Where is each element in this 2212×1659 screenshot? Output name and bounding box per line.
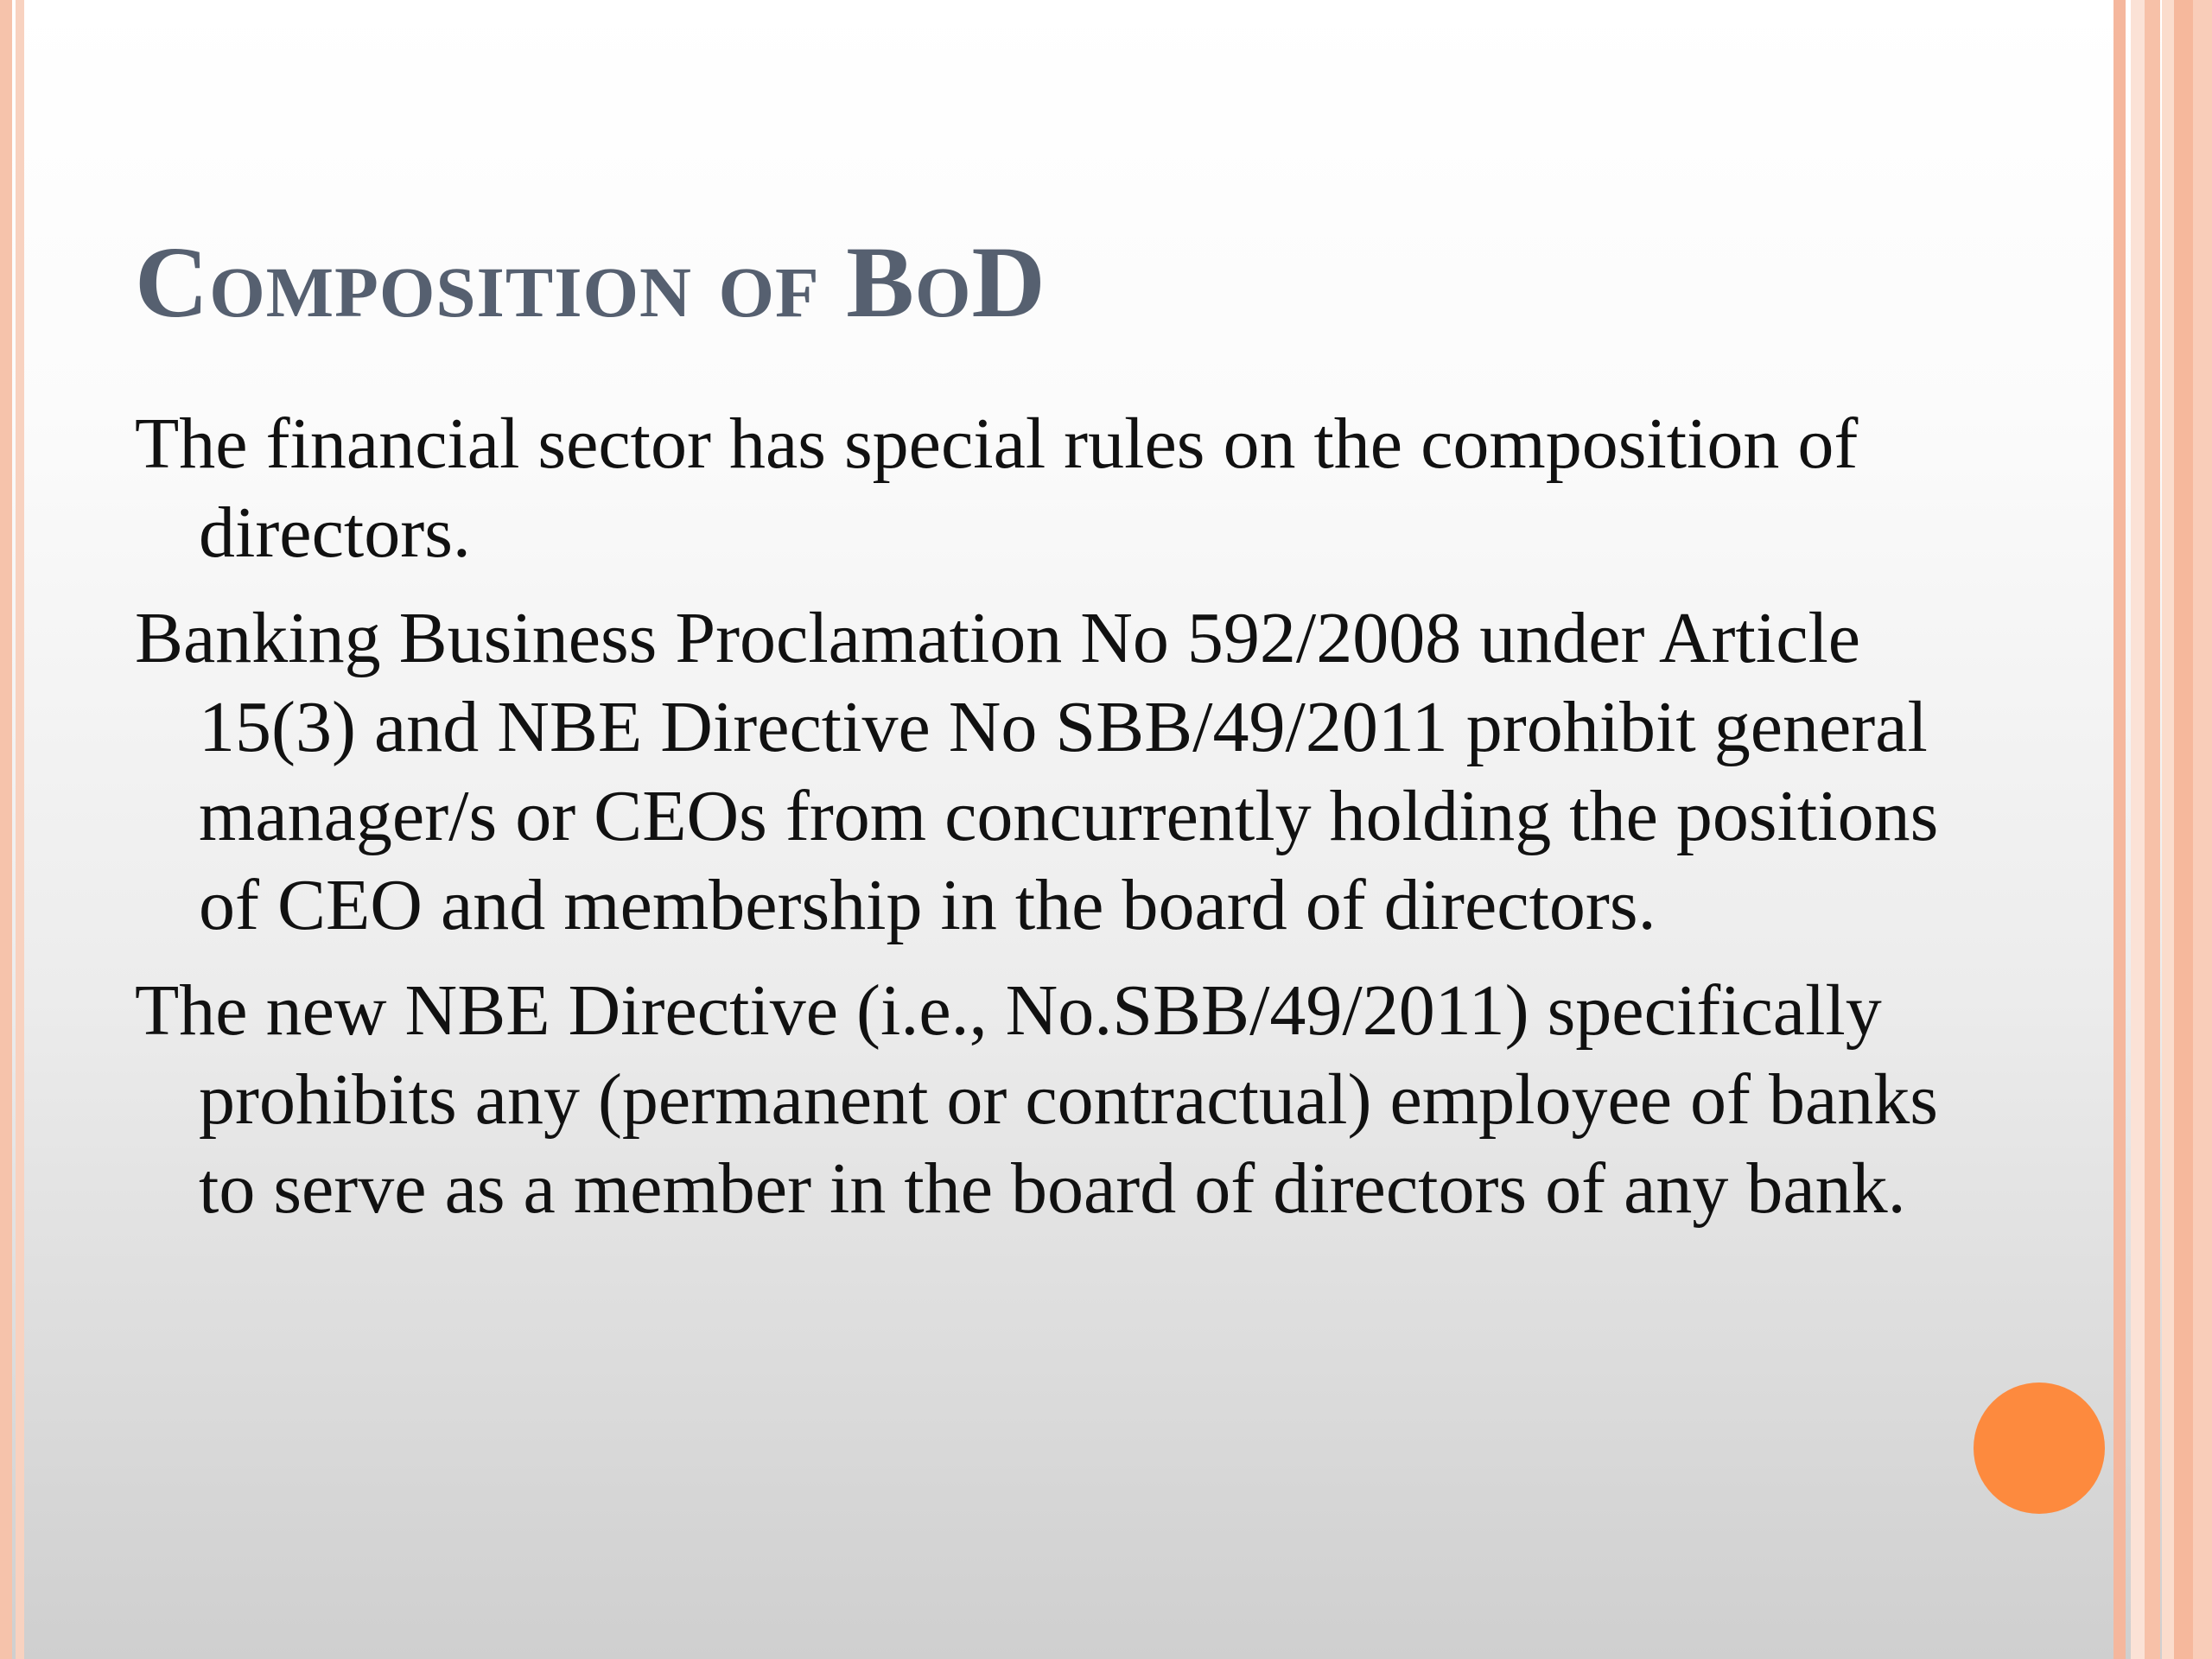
right-stripe (2131, 0, 2145, 1659)
slide-title: Composition of BoD (135, 226, 1046, 339)
right-stripe (2162, 0, 2174, 1659)
orange-circle-decoration (1974, 1382, 2105, 1514)
right-stripe (2145, 0, 2160, 1659)
body-text-list (135, 399, 1967, 1249)
right-stripe (2174, 0, 2193, 1659)
body-paragraph: Banking Business Proclamation No 592/2008 under Article 15(3) and NBE Directive No SBB/49/2011 prohibit general manager/s or CEOs from concurrently holding the positions of CEO and membership in the board of directors. (135, 598, 1939, 945)
left-stripe-inner (16, 0, 24, 1659)
right-stripe (2113, 0, 2126, 1659)
right-stripe (2193, 0, 2212, 1659)
body-paragraph: The financial sector has special rules on the composition of directors. (135, 404, 1859, 573)
left-stripe-outer (0, 0, 12, 1659)
body-paragraph: The new NBE Directive (i.e., No.SBB/49/2011) specifically prohibits any (permanent or contractual) employee of banks to serve as a member in the board of directors of any bank. (135, 970, 1938, 1229)
